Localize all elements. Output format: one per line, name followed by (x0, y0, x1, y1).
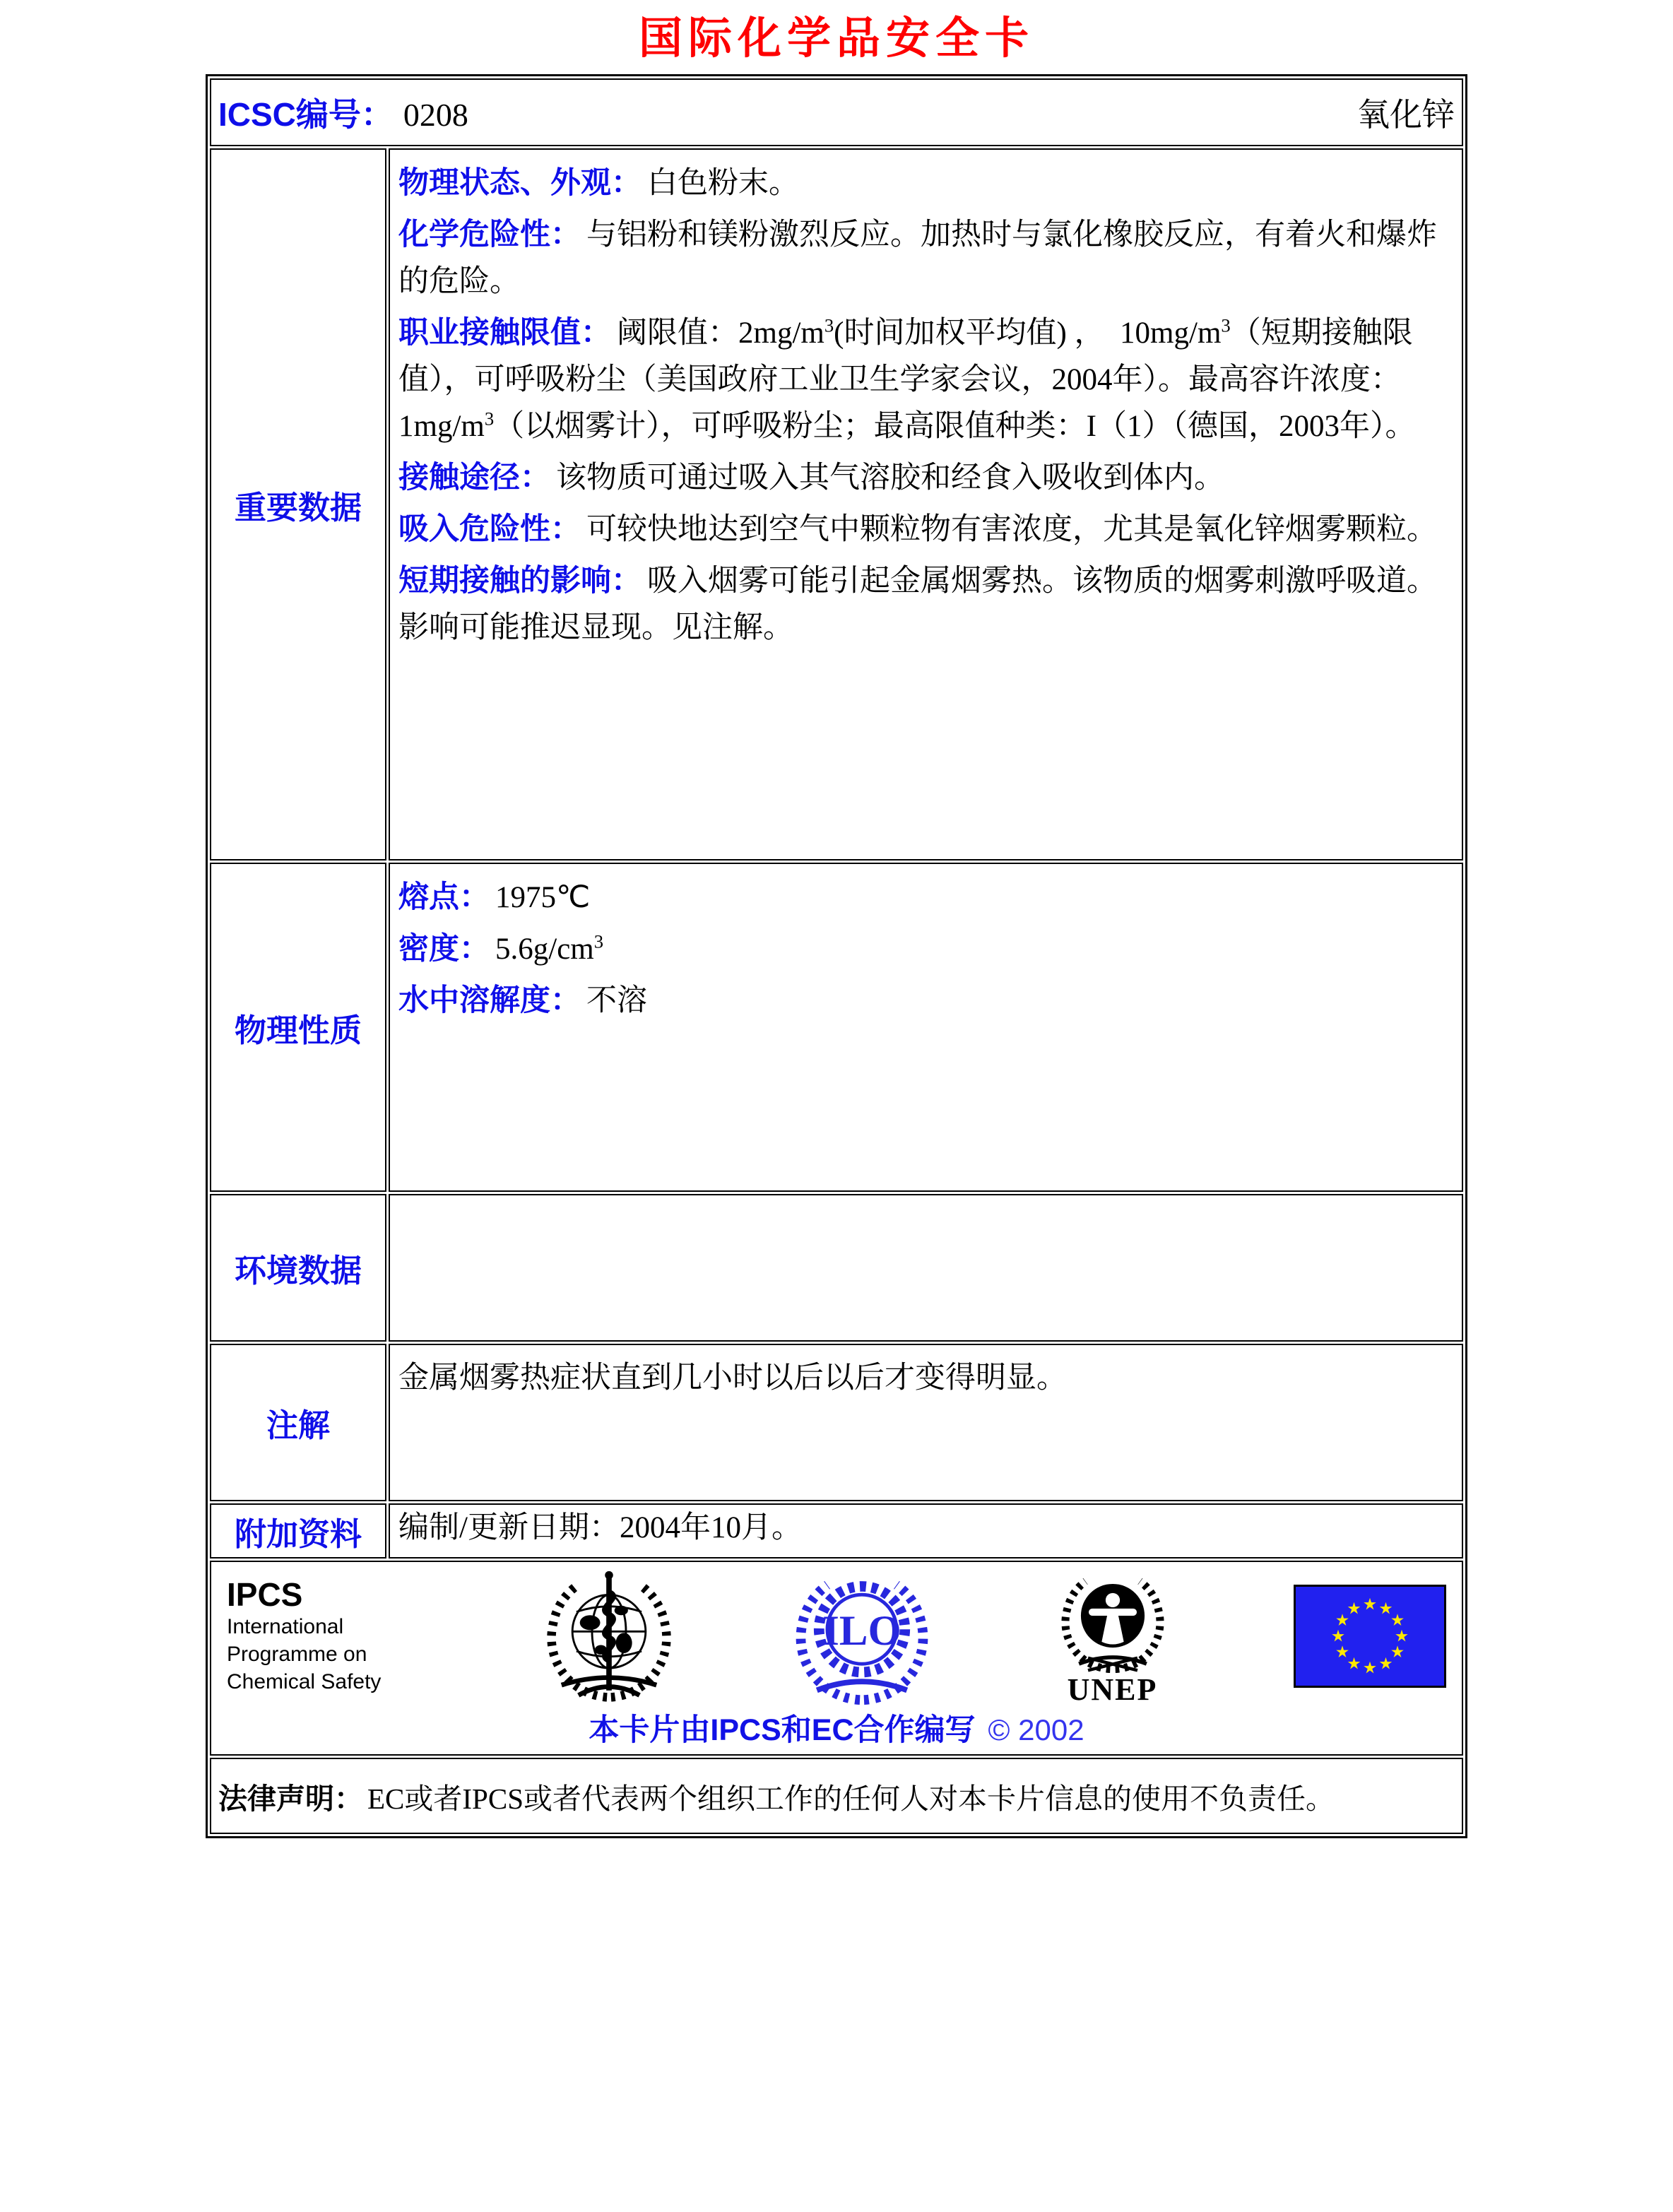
field-text: 5.6g/cm (495, 933, 594, 966)
legal-text: EC或者IPCS或者代表两个组织工作的任何人对本卡片信息的使用不负责任。 (367, 1782, 1335, 1815)
section-label-additional-information: 附加资料 (210, 1503, 386, 1559)
field (398, 211, 1453, 305)
card-header-cell (210, 78, 1463, 146)
section-label-important-data: 重要数据 (210, 148, 386, 860)
section-row-physical-properties (210, 863, 1463, 1192)
legal-cell (210, 1758, 1463, 1834)
ipcs-subtitle-line-2: Programme on (227, 1643, 367, 1666)
section-row-additional-information (210, 1503, 1463, 1559)
field-text: 金属烟雾热症状直到几小时以后以后才变得明显。 (398, 1361, 1067, 1395)
field-label: 水中溶解度： (398, 983, 581, 1017)
section-content-physical-properties (389, 863, 1463, 1192)
field-label: 短期接触的影响： (398, 564, 642, 598)
field-label: 熔点： (398, 880, 490, 914)
section-label-environmental-data: 环境数据 (210, 1194, 386, 1342)
field (398, 1355, 1453, 1402)
field (398, 454, 1453, 502)
logos-cell (210, 1561, 1463, 1756)
who-logo-icon (541, 1567, 677, 1705)
section-content-environmental-data (389, 1194, 1463, 1342)
section-row-important-data (210, 148, 1463, 860)
page-title: 国际化学品安全卡 (638, 15, 1034, 63)
field-label: 化学危险性： (398, 218, 581, 252)
field-text: 可较快地达到空气中颗粒物有害浓度，尤其是氧化锌烟雾颗粒。 (586, 513, 1437, 546)
field (398, 874, 1453, 921)
field-label: 职业接触限值： (398, 316, 611, 350)
ipcs-subtitle-line-3: Chemical Safety (227, 1670, 382, 1693)
chemical-name: 氧化锌 (1357, 97, 1455, 133)
ilo-caption: ILO (822, 1607, 901, 1655)
field (398, 925, 1453, 973)
legal-row (210, 1758, 1463, 1834)
field-text: 白色粉末。 (647, 167, 799, 200)
section-content-additional-information (389, 1503, 1463, 1559)
card-header-row (210, 78, 1463, 146)
field-text: 该物质可通过吸入其气溶胶和经食入吸收到体内。 (556, 461, 1224, 495)
section-label-notes: 注解 (210, 1344, 386, 1501)
field-text: （短期接触限值），可呼吸粉尘（美国政府工业卫生学家会议，2004年）。最高容许浓度：1mg/m (398, 317, 1413, 443)
legal-label: 法律声明： (218, 1782, 363, 1815)
superscript: 3 (593, 930, 604, 952)
field-text: 与铝粉和镁粉激烈反应。加热时与氯化橡胶反应，有着火和爆炸的危险。 (398, 218, 1437, 298)
field-text: (时间加权平均值) ， 10mg/m (834, 317, 1222, 350)
logos-row (210, 1561, 1463, 1756)
logos-strip (221, 1566, 1452, 1706)
section-content-important-data (389, 148, 1463, 860)
field-label: 接触途径： (398, 461, 550, 495)
ipcs-title: IPCS (227, 1576, 303, 1613)
field (398, 557, 1453, 651)
eu-flag-icon (1294, 1585, 1446, 1688)
section-label-physical-properties: 物理性质 (210, 863, 386, 1192)
ipcs-subtitle-line-1: International (227, 1615, 344, 1638)
field-label: 物理状态、外观： (398, 166, 642, 200)
ipcs-block (227, 1566, 425, 1696)
field-text: 阈限值：2mg/m (617, 317, 824, 350)
unep-caption: UNEP (1067, 1672, 1158, 1707)
field (398, 1506, 1453, 1550)
section-row-environmental-data (210, 1194, 1463, 1342)
superscript: 3 (1221, 314, 1231, 336)
field-text: 编制/更新日期：2004年10月。 (398, 1511, 802, 1544)
credit-line (221, 1706, 1452, 1749)
icsc-number-value: 0208 (403, 97, 468, 133)
icsc-number-label: ICSC编号： (218, 96, 394, 133)
field-text: 吸入烟雾可能引起金属烟雾热。该物质的烟雾刺激呼吸道。影响可能推迟显现。见注解。 (398, 564, 1437, 644)
field-text: 不溶 (586, 984, 647, 1017)
superscript: 3 (484, 408, 495, 430)
unep-logo-icon (1048, 1566, 1178, 1674)
ilo-logo-icon (793, 1566, 931, 1706)
icsc-number-group (218, 89, 468, 136)
field-label: 密度： (398, 932, 490, 966)
field-text: （以烟雾计），可呼吸粉尘；最高限值种类：I（1）（德国，2003年）。 (494, 410, 1416, 443)
field-label: 吸入危险性： (398, 512, 581, 546)
credit-year: © 2002 (988, 1713, 1084, 1746)
field (398, 506, 1453, 553)
field (398, 160, 1453, 207)
superscript: 3 (824, 314, 834, 336)
credit-text: 本卡片由IPCS和EC合作编写 (589, 1713, 976, 1747)
field (398, 977, 1453, 1024)
section-row-notes (210, 1344, 1463, 1501)
field (398, 309, 1453, 450)
section-content-notes (389, 1344, 1463, 1501)
field-text: 1975℃ (495, 881, 591, 914)
icsc-card (206, 74, 1467, 1838)
unep-logo-block (1048, 1566, 1178, 1706)
